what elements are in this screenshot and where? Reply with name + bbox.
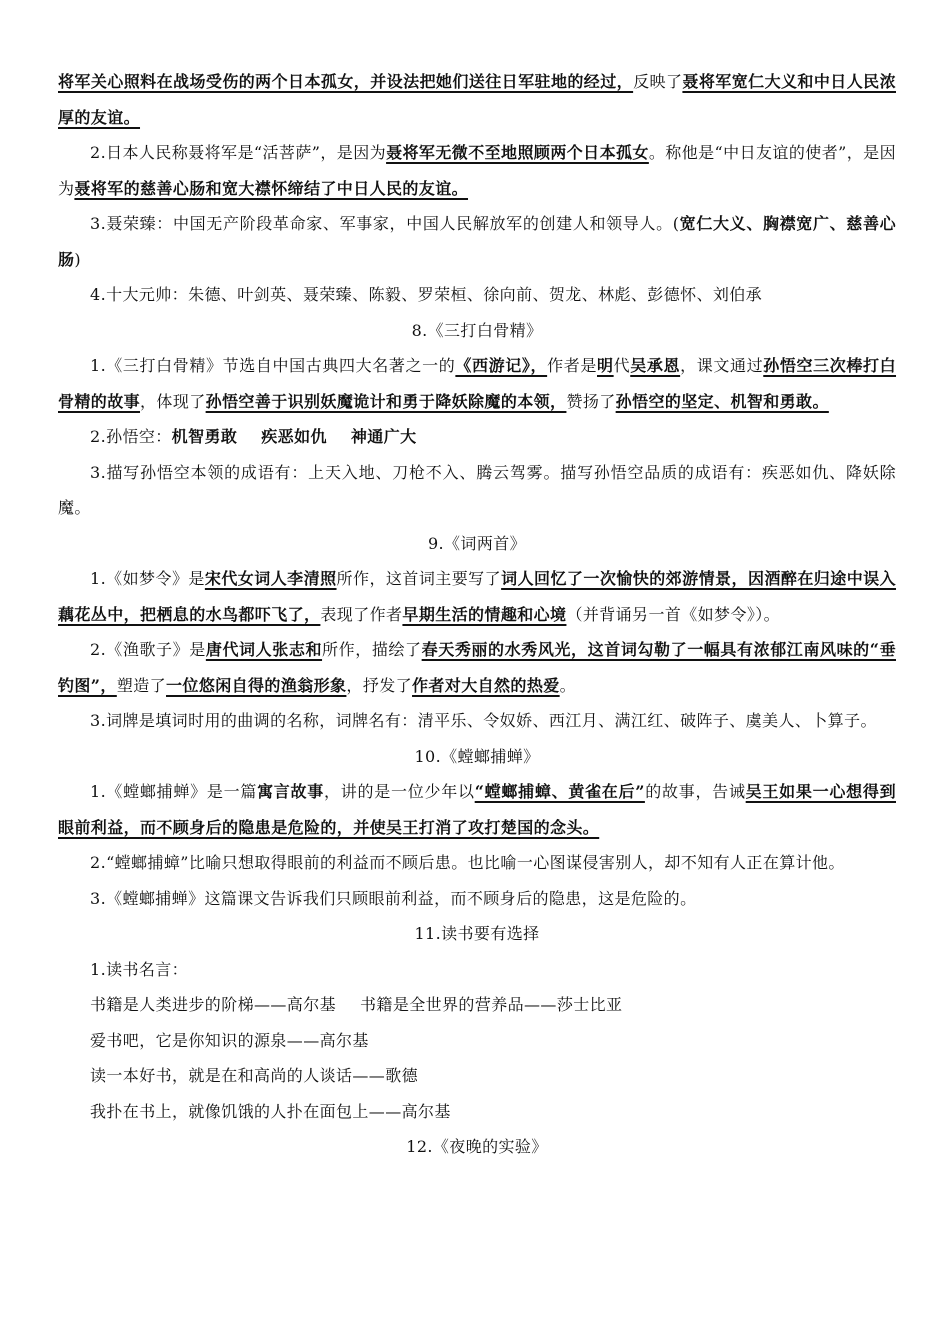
- key-point: 机智勇敢: [171, 427, 238, 446]
- key-point: 春天秀丽的水秀风光，这首词勾勒了一幅具有浓郁江南风味的“垂钓图”，: [58, 640, 896, 695]
- key-point: 词人回忆了一次愉快的郊游情景，因酒醉在归途中误入藕花丛中，把栖息的水鸟都吓飞了，: [58, 569, 897, 624]
- key-point: 作者对大自然的热爱: [412, 675, 560, 695]
- paragraph: 4.十大元帅：朱德、叶剑英、聂荣臻、陈毅、罗荣桓、徐向前、贺龙、林彪、彭德怀、刘伯承: [90, 285, 763, 304]
- key-point: 《西游记》，: [455, 356, 548, 375]
- text: 所作，描绘了: [322, 640, 422, 659]
- key-point: 聂将军的慈善心肠和宽大襟怀缔结了中日人民的友谊。: [74, 178, 469, 198]
- paragraph: [58, 774, 896, 845]
- key-point: 聂将军宽仁大义和中日人民浓厚的友谊。: [58, 72, 896, 127]
- text: 反映了: [633, 72, 683, 91]
- paragraph: 2.“螳螂捕蟑”比喻只想取得眼前的利益而不顾后患。也比喻一心图谋侵害别人，却不知有人正在算计他。: [90, 853, 845, 872]
- section-title: 10.《螳螂捕蝉》: [414, 746, 540, 766]
- paragraph: 1.读书名言：: [90, 959, 189, 979]
- text: ，讲的是一位少年以: [324, 782, 475, 801]
- text: ，抒发了: [346, 675, 413, 695]
- key-point: 一位悠闲自得的渔翁形象: [166, 675, 347, 695]
- quote: 书籍是人类进步的阶梯——高尔基: [90, 995, 337, 1014]
- paragraph: [58, 561, 896, 632]
- paragraph: 3.《螳螂捕蝉》这篇课文告诉我们只顾眼前利益，而不顾身后的隐患，这是危险的。: [90, 888, 697, 908]
- quote-line: 爱书吧，它是你知识的源泉——高尔基: [90, 1030, 369, 1050]
- key-point: 吴承恩: [630, 356, 681, 375]
- key-point: 孙悟空的坚定、机智和勇敢。: [615, 391, 829, 411]
- key-point: 神通广大: [350, 427, 417, 446]
- quote-line: 我扑在书上，就像饥饿的人扑在面包上——高尔基: [90, 1101, 451, 1121]
- key-point: 早期生活的情趣和心境: [402, 604, 567, 624]
- key-point: 孙悟空三次棒打白骨精的故事: [58, 356, 897, 411]
- text: 。: [559, 675, 577, 695]
- key-point: 唐代词人张志和: [205, 640, 323, 659]
- document-page: [58, 64, 896, 1165]
- key-point: 寓言故事: [257, 782, 325, 801]
- key-point: 宽仁大义、胸襟宽广、慈善心肠: [58, 214, 897, 269]
- text: 2.《渔歌子》是: [90, 640, 206, 659]
- quote: 书籍是全世界的营养品——莎士比亚: [360, 995, 623, 1014]
- text: 赞扬了: [566, 391, 616, 411]
- section-title: 11.读书要有选择: [414, 924, 540, 943]
- text: 作者是: [547, 356, 597, 375]
- text: （并背诵另一首《如梦令》）。: [566, 604, 781, 624]
- key-point: 孙悟空善于识别妖魔诡计和勇于降妖除魔的本领，: [205, 391, 567, 411]
- text: 2.日本人民称聂将军是“活菩萨”，是因为: [90, 143, 387, 162]
- paragraph: [58, 64, 896, 135]
- paragraph: 3.描写孙悟空本领的成语有：上天入地、刀枪不入、腾云驾雾。描写孙悟空品质的成语有：疾恶如仇、降妖除魔。: [58, 462, 896, 517]
- text: 代: [613, 356, 631, 375]
- text: 所作，这首词主要写了: [336, 569, 502, 588]
- key-point: “螳螂捕蟑、黄雀在后”: [474, 782, 645, 801]
- paragraph: [58, 419, 896, 455]
- key-point: 疾恶如仇: [261, 427, 327, 446]
- text: 表现了作者: [320, 604, 403, 624]
- text: 塑造了: [116, 675, 167, 695]
- key-point: 宋代女词人李清照: [204, 569, 337, 588]
- text: 1.《如梦令》是: [90, 569, 205, 588]
- key-point: 吴王如果一心想得到眼前利益，而不顾身后的隐患是危险的，并使吴王打消了攻打楚国的念头。: [58, 782, 896, 837]
- quote-line: [58, 987, 896, 1023]
- text: 1.《三打白骨精》节选自中国古典四大名著之一的: [90, 356, 456, 375]
- paragraph: [58, 348, 896, 419]
- text: 。称他是“中日友谊的使者”，是因为: [58, 143, 896, 198]
- paragraph: 3.词牌是填词时用的曲调的名称，词牌名有：清平乐、令奴娇、西江月、满江红、破阵子、虞美人、卜算子。: [90, 711, 877, 730]
- text: 的故事，告诫: [644, 782, 746, 801]
- quote-line: 读一本好书，就是在和高尚的人谈话——歌德: [90, 1066, 419, 1085]
- paragraph: [58, 632, 896, 703]
- text: ，课文通过: [680, 356, 764, 375]
- section-title: 9.《词两首》: [427, 533, 527, 553]
- key-point: 聂将军无微不至地照顾两个日本孤女: [386, 143, 649, 162]
- key-point: 明: [597, 356, 614, 375]
- paragraph: [58, 206, 896, 277]
- section-title: 8.《三打白骨精》: [411, 320, 543, 340]
- paragraph: [58, 135, 896, 206]
- key-point: 将军关心照料在战场受伤的两个日本孤女，并设法把她们送往日军驻地的经过，: [58, 72, 634, 91]
- text: ): [74, 249, 82, 269]
- text: ，体现了: [140, 391, 206, 411]
- section-title: 12.《夜晚的实验》: [406, 1137, 548, 1156]
- text: 1.《螳螂捕蝉》是一篇: [90, 782, 258, 801]
- text: 2.孙悟空：: [90, 427, 172, 446]
- text: 3.聂荣臻：中国无产阶段革命家、军事家，中国人民解放军的创建人和领导人。(: [90, 214, 680, 233]
